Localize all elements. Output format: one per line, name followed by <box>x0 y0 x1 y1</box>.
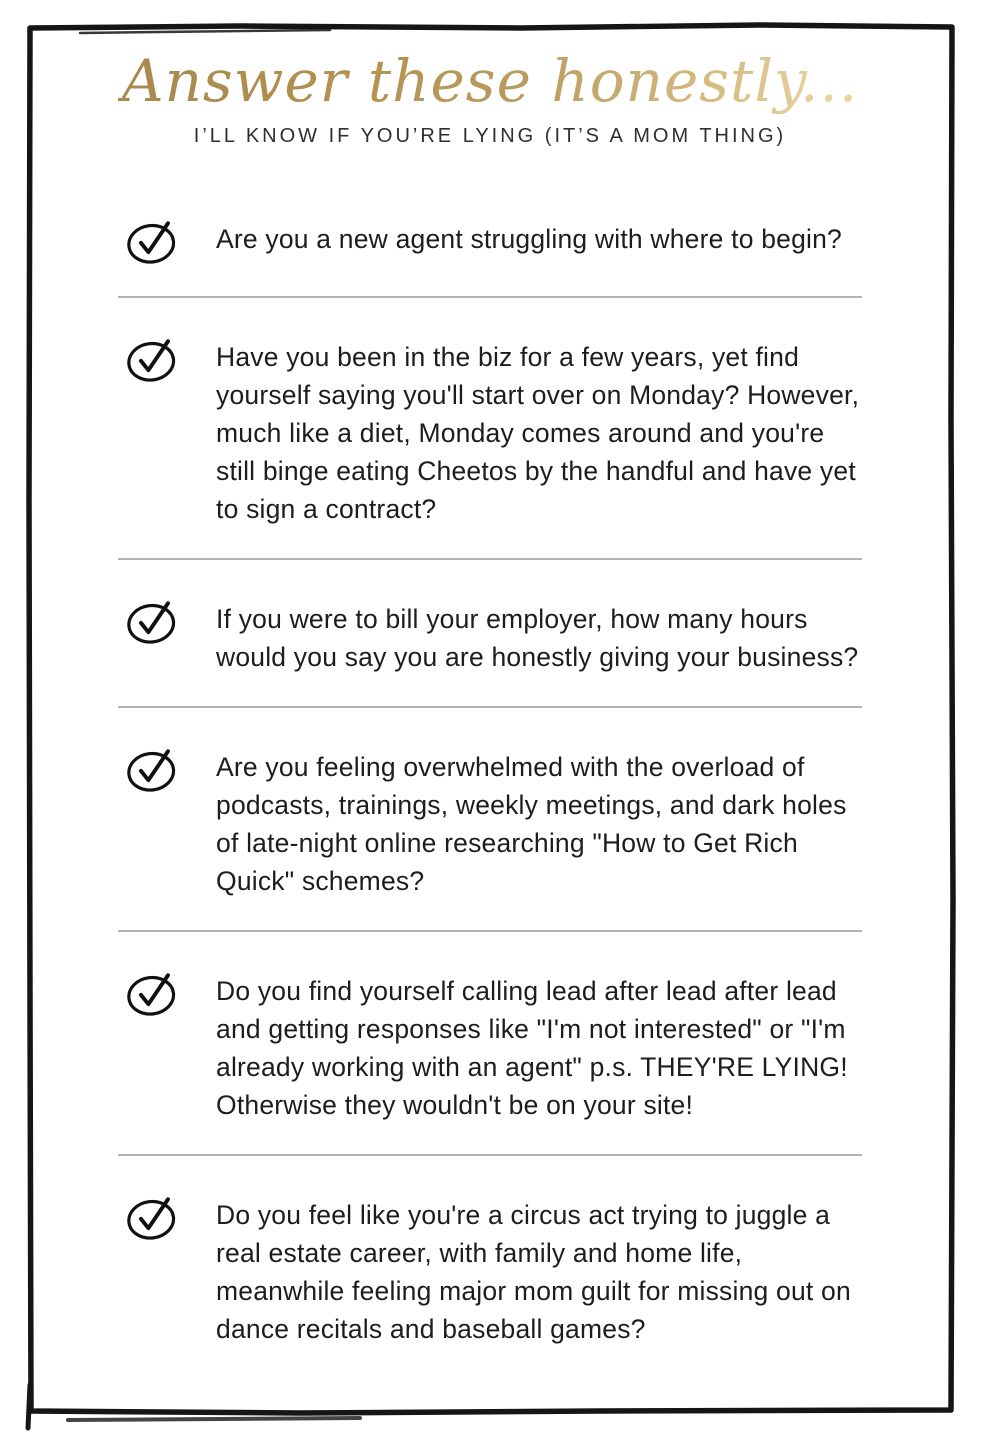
divider <box>118 296 862 298</box>
checkmark-circle-icon <box>126 744 182 794</box>
checkmark-circle-icon <box>126 216 182 266</box>
page-subtitle: I’LL KNOW IF YOU’RE LYING (IT’S A MOM THING) <box>193 124 787 147</box>
divider <box>118 1154 862 1156</box>
question-text: Have you been in the biz for a few years, yet find yourself saying you'll start over on Monday? However, much like a diet, Monday comes around and you're still binge eating Cheetos by the handful and have yet to sign a contract? <box>216 341 860 524</box>
question-item <box>118 600 862 676</box>
question-text: Do you feel like you're a circus act trying to juggle a real estate career, with family and home life, meanwhile feeling major mom guilt for missing out on dance recitals and baseball games? <box>216 1199 851 1344</box>
checkmark-circle-icon <box>126 596 182 646</box>
question-list <box>118 220 862 1348</box>
checkmark-circle-icon <box>126 968 182 1018</box>
question-item <box>118 748 862 900</box>
question-item <box>118 220 862 266</box>
question-text: If you were to bill your employer, how many hours would you say you are honestly giving your business? <box>216 603 859 672</box>
header <box>118 48 862 148</box>
worksheet-content <box>118 48 862 1348</box>
divider <box>118 706 862 708</box>
divider <box>118 930 862 932</box>
question-text: Are you feeling overwhelmed with the overload of podcasts, trainings, weekly meetings, and dark holes of late-night online researching "How to Get Rich Quick" schemes? <box>216 751 847 896</box>
page-title: Answer these honestly... <box>118 48 862 115</box>
question-item <box>118 338 862 528</box>
question-text: Are you a new agent struggling with where to begin? <box>216 223 842 254</box>
question-item <box>118 1196 862 1348</box>
question-item <box>118 972 862 1124</box>
checkmark-circle-icon <box>126 334 182 384</box>
checkmark-circle-icon <box>126 1192 182 1242</box>
divider <box>118 558 862 560</box>
question-text: Do you find yourself calling lead after lead after lead and getting responses like "I'm not interested" or "I'm already working with an agent" p.s. THEY'RE LYING! Otherwise they wouldn't be on your site! <box>216 975 848 1120</box>
